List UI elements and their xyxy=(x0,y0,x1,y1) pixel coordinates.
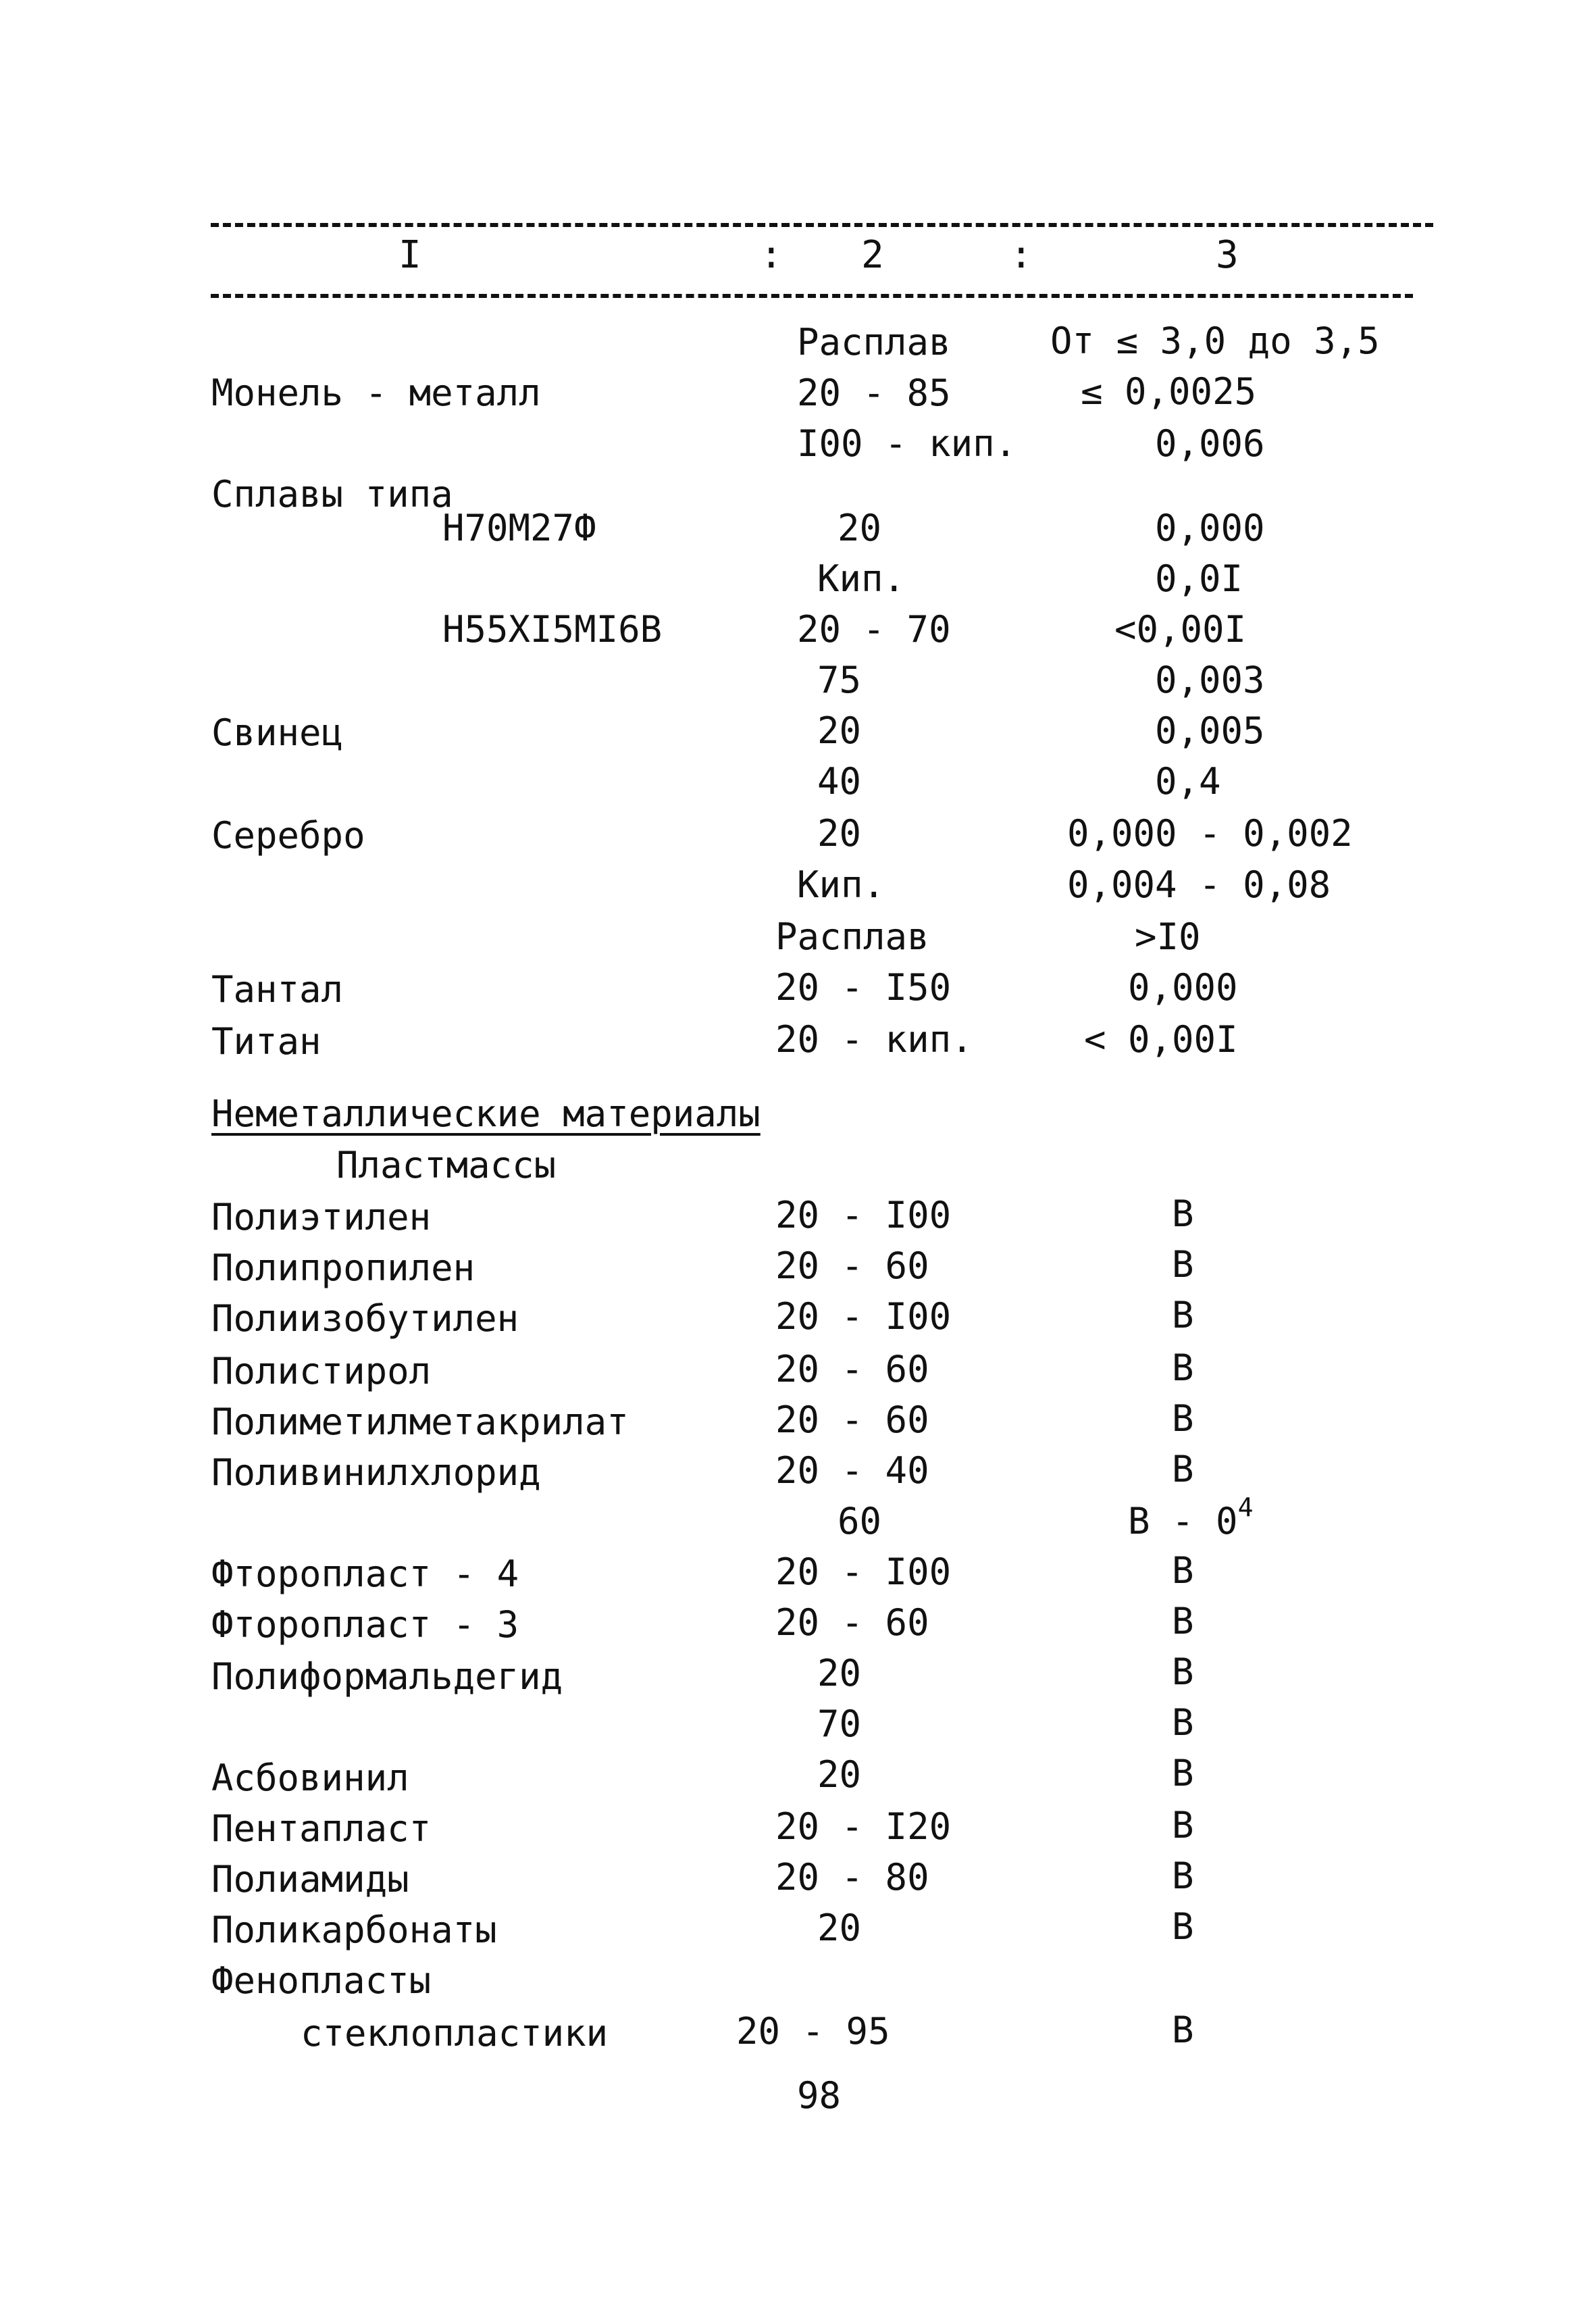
table-cell-rate: 0,000 xyxy=(1128,966,1238,1009)
column-1-header: I xyxy=(398,233,421,277)
column-separator: : xyxy=(1010,233,1033,277)
footnote-marker: 4 xyxy=(1237,1492,1254,1522)
table-cell-material: Асбовинил xyxy=(211,1757,409,1799)
table-cell-temperature: 20 - I50 xyxy=(775,966,952,1009)
table-cell-temperature: 20 - 60 xyxy=(775,1399,929,1441)
table-cell-material: Свинец xyxy=(211,711,344,754)
table-cell-rate xyxy=(1128,1492,1254,1542)
table-cell-rate: 0,4 xyxy=(1155,760,1221,803)
table-cell-rate: 0,006 xyxy=(1155,422,1265,465)
table-cell-rate: 0,0I xyxy=(1155,557,1243,600)
table-cell-material: Н70М27Ф xyxy=(442,507,596,549)
table-cell-temperature: 20 - 60 xyxy=(775,1348,929,1390)
section-heading: Неметаллические материалы xyxy=(211,1092,761,1135)
table-cell-temperature: 75 xyxy=(817,659,862,701)
table-cell-material: Полиэтилен xyxy=(211,1196,432,1238)
table-cell-temperature: Расплав xyxy=(775,915,929,958)
table-cell-rate: В xyxy=(1172,1651,1194,1693)
table-cell-material: Н55XI5MI6B xyxy=(442,608,663,651)
table-cell-rate: <0,00I xyxy=(1114,608,1247,651)
table-cell-temperature: Кип. xyxy=(817,557,906,600)
table-cell-temperature: I00 - кип. xyxy=(797,422,1017,465)
table-cell-rate: В xyxy=(1172,1448,1194,1490)
table-cell-temperature: 20 - 80 xyxy=(775,1856,929,1898)
column-2-header: 2 xyxy=(861,233,884,277)
header-bottom-rule xyxy=(211,294,1413,298)
table-cell-rate: В xyxy=(1172,1192,1194,1235)
table-cell-temperature: 20 - I00 xyxy=(775,1551,952,1593)
table-cell-material: Монель - металл xyxy=(211,372,541,414)
table-cell-temperature: 20 - 95 xyxy=(736,2010,890,2053)
table-cell-rate: ≤ 0,0025 xyxy=(1081,370,1257,413)
table-cell-material: Полиметилметакрилат xyxy=(211,1401,629,1443)
table-cell-temperature: 20 xyxy=(817,709,862,752)
table-cell-rate: В xyxy=(1172,1549,1194,1592)
table-cell-material: Пентапласт xyxy=(211,1807,432,1850)
table-cell-temperature: Кип. xyxy=(797,863,885,906)
table-cell-rate: В xyxy=(1172,1804,1194,1846)
table-cell-rate: >I0 xyxy=(1135,915,1201,958)
table-cell-rate: 0,003 xyxy=(1155,659,1265,701)
table-cell-rate: В xyxy=(1172,1600,1194,1642)
table-cell-temperature: Расплав xyxy=(797,321,951,363)
table-cell-temperature: 20 - I00 xyxy=(775,1295,952,1338)
table-cell-temperature: 20 - 60 xyxy=(775,1601,929,1644)
table-cell-material: Титан xyxy=(211,1020,321,1063)
column-separator: : xyxy=(760,233,783,277)
table-cell-temperature: 20 xyxy=(817,1907,862,1949)
table-cell-material: Полиамиды xyxy=(211,1858,409,1901)
table-cell-temperature: 20 - 70 xyxy=(797,608,951,651)
table-cell-material: Полистирол xyxy=(211,1350,432,1392)
table-cell-material: Сплавы типа xyxy=(211,473,453,515)
table-cell-temperature: 20 xyxy=(817,1753,862,1796)
rate-value: В - 0 xyxy=(1128,1500,1238,1542)
table-cell-material: Поливинилхлорид xyxy=(211,1451,541,1494)
table-cell-rate: В xyxy=(1172,1855,1194,1897)
table-cell-temperature: 70 xyxy=(817,1703,862,1745)
table-cell-rate: 0,000 xyxy=(1155,507,1265,549)
table-cell-temperature: 20 - 85 xyxy=(797,372,951,414)
table-cell-temperature: 20 xyxy=(817,812,862,855)
table-cell-temperature: 20 - I20 xyxy=(775,1805,952,1848)
table-cell-rate: 0,000 - 0,002 xyxy=(1067,812,1353,855)
table-cell-rate: В xyxy=(1172,1397,1194,1440)
table-cell-rate: В xyxy=(1172,1243,1194,1286)
table-cell-rate: В xyxy=(1172,1905,1194,1948)
table-cell-rate: В xyxy=(1172,1752,1194,1794)
table-cell-temperature: 60 xyxy=(838,1500,882,1542)
table-cell-temperature: 20 xyxy=(817,1652,862,1694)
table-cell-material: Поликарбонаты xyxy=(211,1909,497,1951)
table-cell-rate: В xyxy=(1172,1347,1194,1389)
table-cell-rate: От ≤ 3,0 до 3,5 xyxy=(1050,320,1380,362)
table-cell-rate: 0,004 - 0,08 xyxy=(1067,863,1331,906)
table-cell-material: Фторопласт - 3 xyxy=(211,1603,519,1646)
table-cell-temperature: 20 - кип. xyxy=(775,1018,973,1061)
table-cell-material: Серебро xyxy=(211,814,365,857)
table-cell-material: Фенопласты xyxy=(211,1959,432,2002)
table-cell-material: Полиизобутилен xyxy=(211,1297,519,1340)
table-cell-material: Тантал xyxy=(211,968,344,1011)
table-cell-rate: В xyxy=(1172,1294,1194,1336)
page-number: 98 xyxy=(797,2074,842,2117)
table-cell-rate: < 0,00I xyxy=(1084,1018,1238,1061)
table-cell-material: Полиформальдегид xyxy=(211,1655,563,1698)
table-cell-temperature: 20 - 60 xyxy=(775,1244,929,1287)
header-top-rule xyxy=(211,223,1433,227)
table-cell-rate: 0,005 xyxy=(1155,709,1265,752)
table-cell-temperature: 20 - 40 xyxy=(775,1449,929,1492)
table-cell-temperature: 20 xyxy=(838,507,882,549)
table-cell-rate: В xyxy=(1172,2009,1194,2051)
column-3-header: 3 xyxy=(1216,233,1239,277)
table-cell-rate: В xyxy=(1172,1701,1194,1744)
table-cell-material: Полипропилен xyxy=(211,1247,475,1289)
table-cell-material: Фторопласт - 4 xyxy=(211,1553,519,1595)
table-cell-temperature: 40 xyxy=(817,760,862,803)
subsection-heading: Пластмассы xyxy=(336,1144,557,1186)
table-cell-material: стеклопластики xyxy=(301,2012,609,2055)
table-cell-temperature: 20 - I00 xyxy=(775,1194,952,1236)
